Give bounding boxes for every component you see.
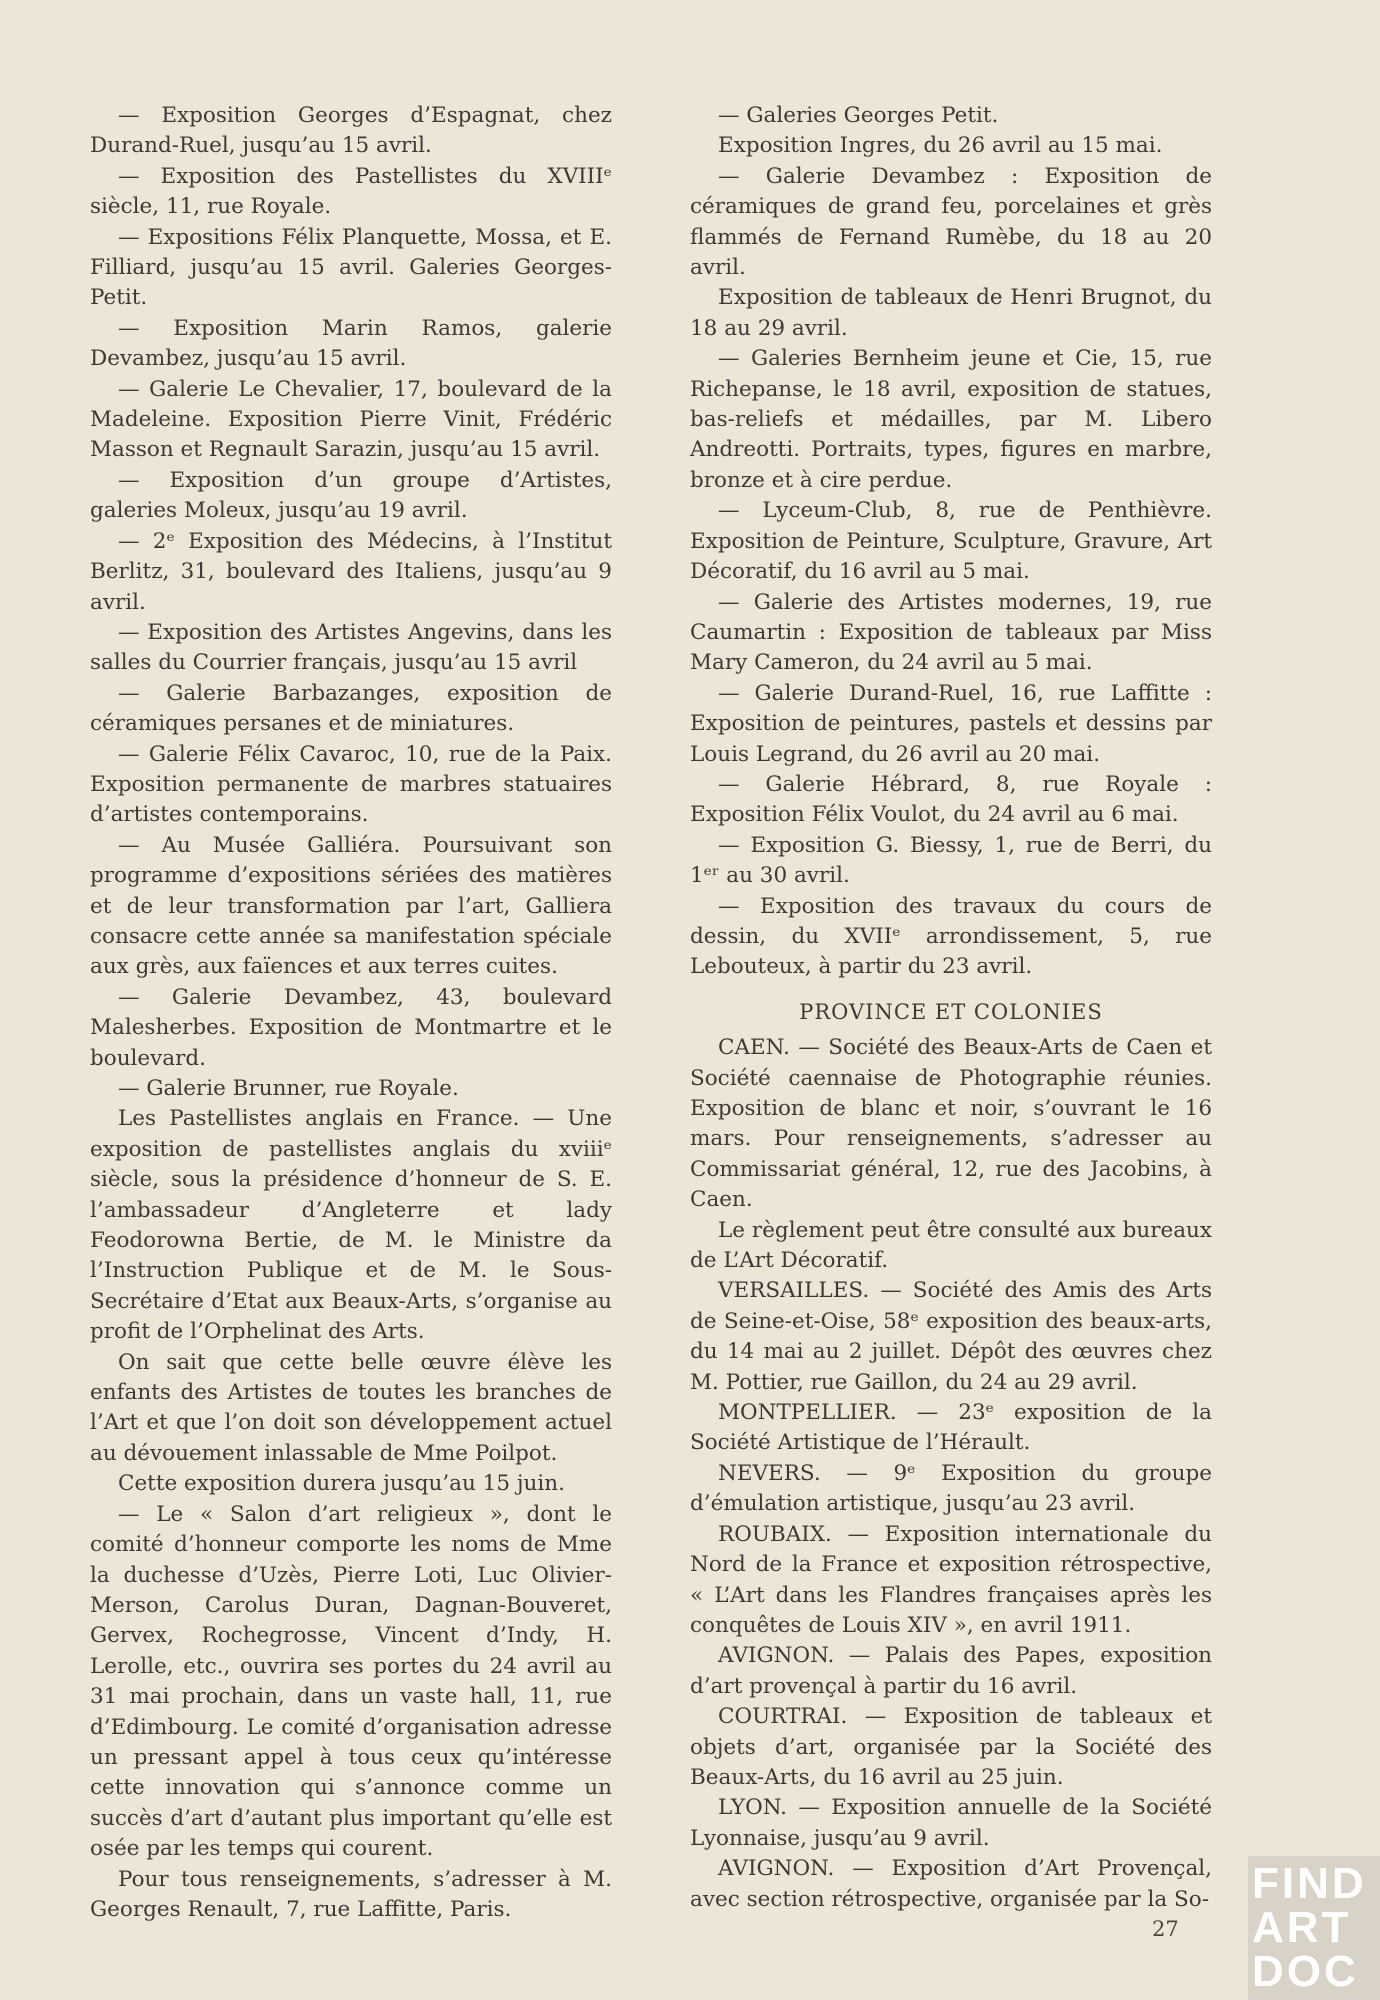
right-column-paragraphs-bottom	[690, 1033, 1212, 1915]
paragraph: Pour tous renseignements, s’adresser à M. Georges Renault, 7, rue Laffitte, Paris.	[90, 1866, 612, 1922]
paragraph: — Galerie Devambez, 43, boulevard Malesherbes. Exposition de Montmartre et le boulevard.	[90, 984, 612, 1071]
paragraph: — Exposition des Artistes Angevins, dans les salles du Courrier français, jusqu’au 15 avril	[90, 619, 612, 676]
watermark-line-1: FIND	[1252, 1859, 1367, 1908]
paragraph: CAEN. — Société des Beaux-Arts de Caen et Société caennaise de Photographie réunies. Exposition de blanc et noir, s’ouvrant le 16 mars. Pour renseignements, s’adresser au Commissariat général, 12, rue des Jacobins, à Caen.	[690, 1035, 1212, 1213]
paragraph: On sait que cette belle œuvre élève les enfants des Artistes de toutes les branches de l’Art et que l’on doit son développement actuel au dévouement inlassable de Mme Poilpot.	[90, 1349, 612, 1466]
paragraph: — Galerie Le Chevalier, 17, boulevard de la Madeleine. Exposition Pierre Vinit, Frédéric Masson et Regnault Sarazin, jusqu’au 15 avril.	[90, 376, 612, 463]
paragraph: — Galerie Brunner, rue Royale.	[118, 1076, 459, 1101]
paragraph: — Le « Salon d’art religieux », dont le comité d’honneur comporte les noms de Mme la duchesse d’Uzès, Pierre Loti, Luc Olivier-Merson, Carolus Duran, Dagnan-Bouveret, Gervex, Rochegrosse, Vincent d’Indy, H. Lerolle, etc., ouvrira ses portes du 24 avril au 31 mai prochain, dans un vaste hall, 11, rue d’Edimbourg. Le comité d’organisation adresse un pressant appel à tous ceux qu’intéresse cette innovation qui s’annonce comme un succès d’art d’autant plus important qu’elle est osée par les temps qui courent.	[90, 1501, 612, 1862]
paragraph: — Galerie Félix Cavaroc, 10, rue de la Paix. Exposition permanente de marbres statuaires d’artistes contemporains.	[90, 741, 612, 828]
paragraph: — Galeries Bernheim jeune et Cie, 15, rue Richepanse, le 18 avril, exposition de statues, bas-reliefs et médailles, par M. Libero Andreotti. Portraits, types, figures en marbre, bronze et à cire perdue.	[690, 346, 1212, 493]
paragraph: NEVERS. — 9ᵉ Exposition du groupe d’émulation artistique, jusqu’au 23 avril.	[690, 1460, 1212, 1517]
paragraph: AVIGNON. — Exposition d’Art Provençal, avec section rétrospective, organisée par la So-	[690, 1856, 1212, 1912]
paragraph: AVIGNON. — Palais des Papes, exposition d’art provençal à partir du 16 avril.	[690, 1643, 1212, 1699]
left-column	[90, 101, 612, 1925]
paragraph: — Exposition des Pastellistes du XVIIIᵉ siècle, 11, rue Royale.	[90, 163, 612, 220]
paragraph: — Expositions Félix Planquette, Mossa, et E. Filliard, jusqu’au 15 avril. Galeries Georges-Petit.	[90, 224, 612, 311]
paragraph: Le règlement peut être consulté aux bureaux de L’Art Décoratif.	[690, 1217, 1212, 1274]
page-number: 27	[1152, 1917, 1179, 1941]
paragraph: Exposition de tableaux de Henri Brugnot, du 18 au 29 avril.	[690, 285, 1212, 341]
paragraph: — Galerie Devambez : Exposition de céramiques de grand feu, porcelaines et grès flammés de Fernand Rumèbe, du 18 au 20 avril.	[690, 163, 1212, 281]
paragraph: COURTRAI. — Exposition de tableaux et objets d’art, organisée par la Société des Beaux-Arts, du 16 avril au 25 juin.	[690, 1704, 1212, 1790]
paragraph: — Galerie des Artistes modernes, 19, rue Caumartin : Exposition de tableaux par Miss Mary Cameron, du 24 avril au 5 mai.	[690, 589, 1212, 676]
watermark-line-2: ART	[1252, 1903, 1352, 1952]
paragraph: — Galerie Barbazanges, exposition de céramiques persanes et de miniatures.	[90, 680, 612, 737]
paragraph: Exposition Ingres, du 26 avril au 15 mai.	[718, 133, 1163, 159]
paragraph: — 2ᵉ Exposition des Médecins, à l’Institut Berlitz, 31, boulevard des Italiens, jusqu’au 9 avril.	[90, 528, 612, 615]
paragraph: — Au Musée Galliéra. Poursuivant son programme d’expositions sériées des matières et de leur transformation par l’art, Galliera consacre cette année sa manifestation spéciale aux grès, aux faïences et aux terres cuites.	[90, 832, 612, 980]
paragraph: — Galerie Hébrard, 8, rue Royale : Exposition Félix Voulot, du 24 avril au 6 mai.	[690, 771, 1212, 828]
paragraph: — Galerie Durand-Ruel, 16, rue Laffitte : Exposition de peintures, pastels et dessins par Louis Legrand, du 26 avril au 20 mai.	[690, 680, 1212, 767]
paragraph: Les Pastellistes anglais en France. — Une exposition de pastellistes anglais du xviiiᵉ siècle, sous la présidence d’honneur de S. E. l’ambassadeur d’Angleterre et lady Feodorowna Bertie, de M. le Ministre da l’Instruction Publique et de M. le Sous-Secrétaire d’Etat aux Beaux-Arts, s’organise au profit de l’Orphelinat des Arts.	[90, 1106, 612, 1345]
right-column	[690, 101, 1212, 1915]
paragraph: VERSAILLES. — Société des Amis des Arts de Seine-et-Oise, 58ᵉ exposition des beaux-arts, du 14 mai au 2 juillet. Dépôt des œuvres chez M. Pottier, rue Gaillon, du 24 au 29 avril.	[690, 1278, 1212, 1395]
findartdoc-watermark	[1248, 1856, 1380, 2000]
paragraph: — Lyceum-Club, 8, rue de Penthièvre. Exposition de Peinture, Sculpture, Gravure, Art Décoratif, du 16 avril au 5 mai.	[690, 498, 1212, 585]
watermark-line-3: DOC	[1252, 1947, 1359, 1996]
paragraph: — Exposition des travaux du cours de dessin, du XVIIᵉ arrondissement, 5, rue Lebouteux, à partir du 23 avril.	[690, 893, 1212, 980]
right-column-paragraphs-top	[690, 101, 1212, 983]
paragraph: MONTPELLIER. — 23ᵉ exposition de la Société Artistique de l’Hérault.	[690, 1400, 1212, 1456]
paragraph: — Galeries Georges Petit.	[718, 103, 999, 128]
paragraph: LYON. — Exposition annuelle de la Société Lyonnaise, jusqu’au 9 avril.	[690, 1795, 1212, 1851]
paragraph: — Exposition G. Biessy, 1, rue de Berri, du 1ᵉʳ au 30 avril.	[690, 832, 1212, 889]
paragraph: ROUBAIX. — Exposition internationale du Nord de la France et exposition rétrospective, « L’Art dans les Flandres françaises après les conquêtes de Louis XIV », en avril 1911.	[690, 1521, 1212, 1638]
paragraph: Cette exposition durera jusqu’au 15 juin.	[118, 1471, 565, 1497]
paragraph: — Exposition Georges d’Espagnat, chez Durand-Ruel, jusqu’au 15 avril.	[90, 103, 612, 159]
section-heading: PROVINCE ET COLONIES	[799, 999, 1103, 1024]
paragraph: — Exposition d’un groupe d’Artistes, galeries Moleux, jusqu’au 19 avril.	[90, 467, 612, 524]
paragraph: — Exposition Marin Ramos, galerie Devambez, jusqu’au 15 avril.	[90, 315, 612, 372]
